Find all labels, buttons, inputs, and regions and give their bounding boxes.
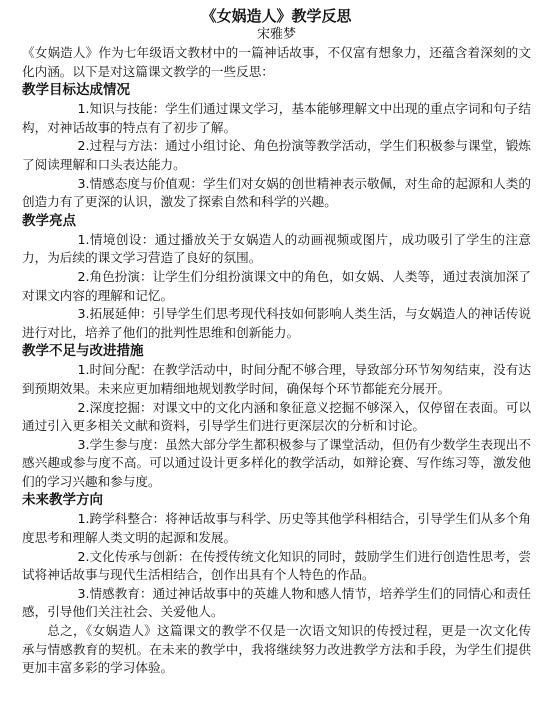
list-item (22, 175, 531, 212)
item-text: 情感教育：通过神话故事中的英雄人物和感人情节，培养学生们的同情心和责任感，引导他们关注社会、关爱他人。 (22, 585, 531, 620)
document-author: 宋雅梦 (256, 27, 296, 42)
section-heading: 教学目标达成情况 (22, 82, 130, 99)
list-item (22, 305, 531, 342)
item-text: 情感态度与价值观：学生们对女娲的创世精神表示敬佩，对生命的起源和人类的创造力有了更深的认识，激发了探索自然和科学的兴趣。 (22, 175, 531, 210)
list-item (22, 137, 531, 174)
item-text: 深度挖掘：对课文中的文化内涵和象征意义挖掘不够深入，仅停留在表面。可以通过引入更多相关文献和资料，引导学生们进行更深层次的分析和讨论。 (22, 399, 531, 434)
section-goals (22, 81, 531, 212)
list-item (22, 100, 531, 137)
section-shortcomings (22, 342, 531, 491)
list-item (22, 585, 531, 622)
list-item (22, 548, 531, 585)
item-text: 时间分配：在教学活动中，时间分配不够合理，导致部分环节匆匆结束，没有达到预期效果。未来应更加精细地规划教学时间，确保每个环节都能充分展开。 (22, 362, 531, 396)
item-number: 2. (77, 548, 90, 564)
item-text: 情境创设：通过播放关于女娲造人的动画视频或图片，成功吸引了学生的注意力，为后续的课文学习营造了良好的氛围。 (22, 231, 531, 266)
item-number: 2. (77, 399, 90, 415)
item-number: 3. (77, 436, 90, 452)
item-number: 3. (77, 306, 90, 322)
list-item (22, 436, 531, 492)
section-future (22, 491, 531, 622)
item-number: 3. (77, 585, 90, 601)
item-text: 跨学科整合：将神话故事与科学、历史等其他学科相结合，引导学生们从多个角度思考和理解人类文明的起源和发展。 (22, 511, 531, 546)
section-heading: 未来教学方向 (22, 492, 103, 509)
list-item (22, 361, 531, 398)
list-item (22, 231, 531, 268)
list-item (22, 268, 531, 305)
list-item (22, 399, 531, 436)
section-heading: 教学不足与改进措施 (22, 343, 144, 360)
document-title: 《女娲造人》教学反思 (201, 7, 352, 25)
item-number: 1. (77, 362, 90, 378)
item-number: 2. (77, 138, 90, 154)
item-number: 1. (77, 231, 90, 247)
list-item (22, 510, 531, 547)
item-text: 学生参与度：虽然大部分学生都积极参与了课堂活动，但仍有少数学生表现出不感兴趣或参与度不高。可以通过设计更多样化的教学活动，如辩论赛、写作练习等，激发他们的学习兴趣和参与度。 (22, 436, 531, 489)
item-text: 文化传承与创新：在传授传统文化知识的同时，鼓励学生们进行创造性思考，尝试将神话故事与现代生活相结合，创作出具有个人特色的作品。 (22, 548, 531, 583)
item-text: 角色扮演：让学生们分组扮演课文中的角色，如女娲、人类等，通过表演加深了对课文内容的理解和记忆。 (22, 268, 531, 303)
item-number: 1. (77, 511, 90, 527)
closing-paragraph: 总之，《女娲造人》这篇课文的教学不仅是一次语文知识的传授过程，更是一次文化传承与情感教育的契机。在未来的教学中，我将继续努力改进教学方法和手段，为学生们提供更加丰富多彩的学习体验。 (22, 623, 531, 676)
item-text: 知识与技能：学生们通过课文学习，基本能够理解文中出现的重点字词和句子结构，对神话故事的特点有了初步了解。 (22, 101, 531, 135)
item-number: 1. (77, 101, 90, 117)
item-number: 3. (77, 175, 90, 191)
intro-paragraph: 《女娲造人》作为七年级语文教材中的一篇神话故事，不仅富有想象力，还蕴含着深刻的文化内涵。以下是对这篇课文教学的一些反思： (22, 45, 531, 79)
section-heading: 教学亮点 (22, 212, 76, 229)
item-text: 过程与方法：通过小组讨论、角色扮演等教学活动，学生们积极参与课堂，锻炼了阅读理解和口头表达能力。 (22, 138, 531, 172)
section-highlights (22, 212, 531, 343)
item-number: 2. (77, 268, 90, 284)
item-text: 拓展延伸：引导学生们思考现代科技如何影响人类生活，与女娲造人的神话传说进行对比，培养了他们的批判性思维和创新能力。 (22, 306, 531, 340)
